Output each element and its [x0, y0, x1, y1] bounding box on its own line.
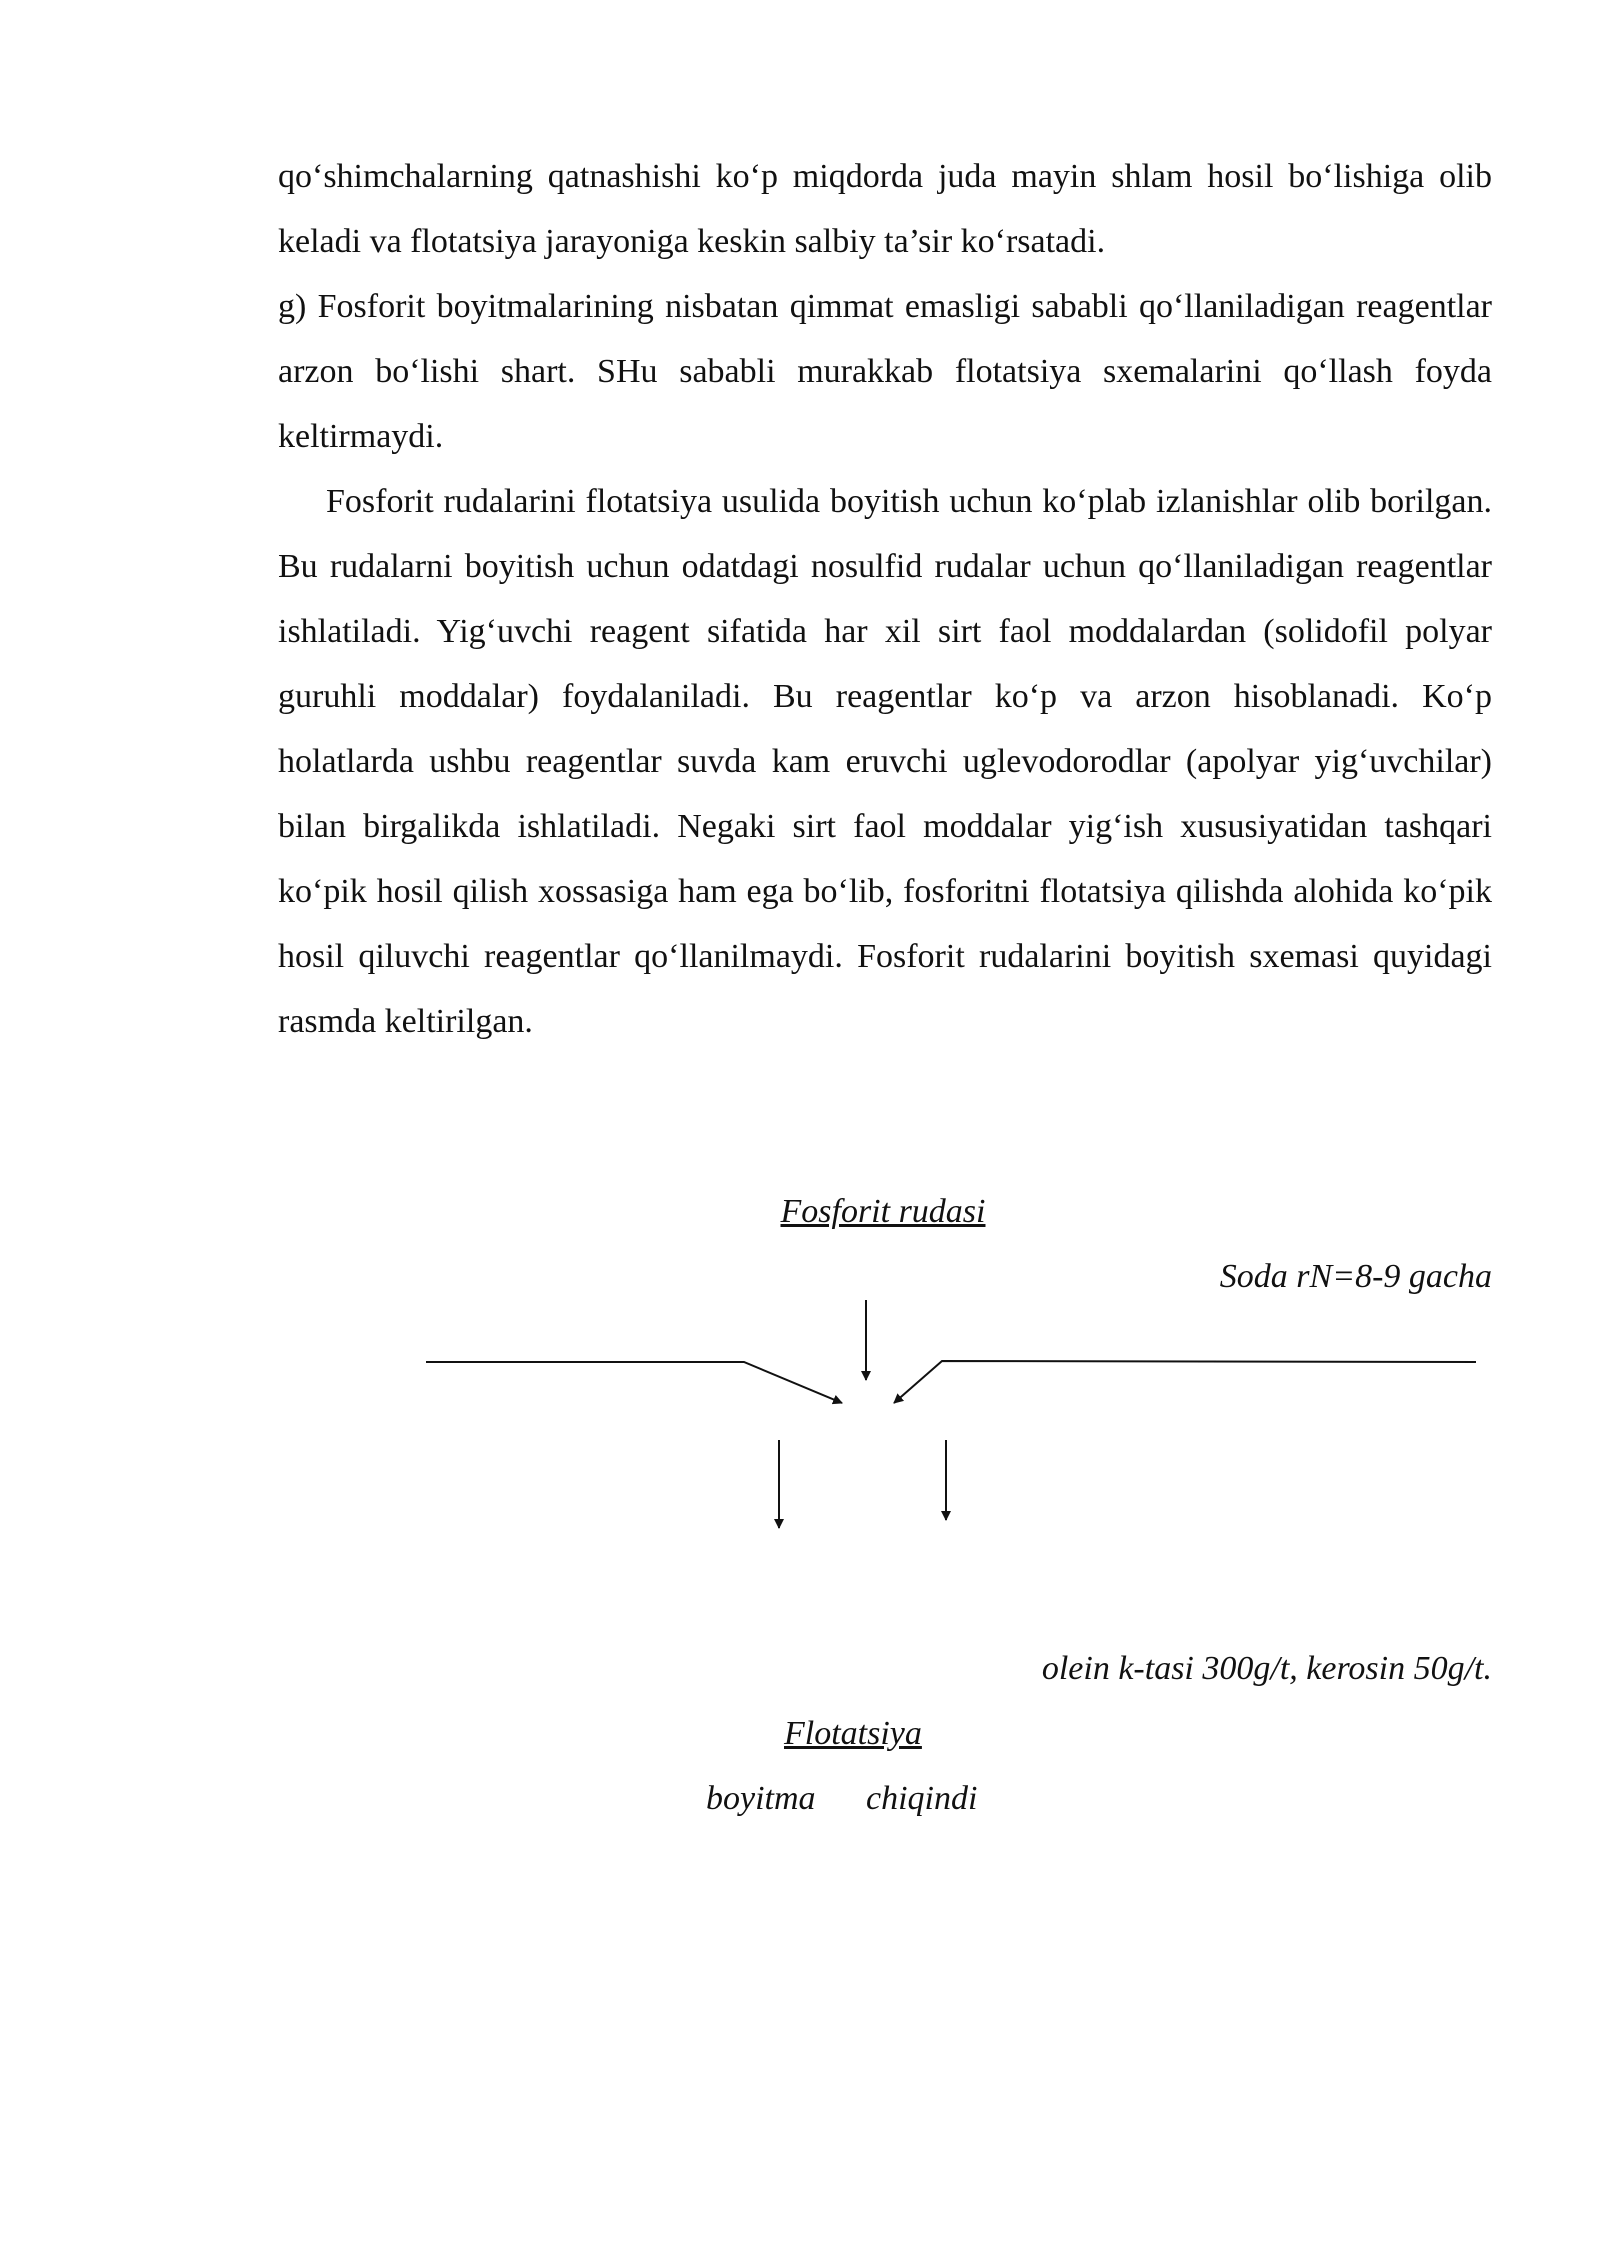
diagram-tailings-label: chiqindi: [866, 1780, 978, 1817]
diagram-flotation-label: Flotatsiya: [784, 1715, 922, 1752]
diagram-reagents-label: olein k-tasi 300g/t, kerosin 50g/t.: [1041, 1650, 1492, 1687]
reagent-line-right: [894, 1361, 1476, 1403]
diagram-concentrate-label: boyitma: [706, 1780, 816, 1817]
paragraph-text: g) Fosforit boyitmalarining nisbatan qimmat emasligi sababli qo‘llaniladigan reagentlar arzon bo‘lishi shart. SHu sababli murakkab flotatsiya sxemalarini qo‘llash foyda keltirmaydi.: [278, 288, 1492, 455]
diagram-ore-label: Fosforit rudasi: [780, 1193, 986, 1230]
paragraph-text: qo‘shimchalarning qatnashishi ko‘p miqdorda juda mayin shlam hosil bo‘lishiga olib keladi va flotatsiya jarayoniga keskin salbiy ta’sir ko‘rsatadi.: [278, 158, 1492, 260]
diagram-soda-label: Soda rN=8-9 gacha: [1219, 1258, 1492, 1295]
reagent-line-left: [426, 1362, 842, 1403]
paragraph-text: Fosforit rudalarini flotatsiya usulida boyitish uchun ko‘plab izlanishlar olib borilgan. Bu rudalarni boyitish uchun odatdagi nosulfid rudalar uchun qo‘llaniladigan reagentlar ishlatiladi. Yig‘uvchi reagent sifatida har xil sirt faol moddalardan (solidofil polyar guruhli moddalar) foydalaniladi. Bu reagentlar ko‘p va arzon hisoblanadi. Ko‘p holatlarda ushbu reagentlar suvda kam eruvchi uglevodorodlar (apolyar yig‘uvchilar) bilan birgalikda ishlatiladi. Negaki sirt faol moddalar yig‘ish xususiyatidan tashqari ko‘pik hosil qilish xossasiga ham ega bo‘lib, fosforitni flotatsiya qilishda alohida ko‘pik hosil qiluvchi reagentlar qo‘llanilmaydi. Fosforit rudalarini boyitish sxemasi quyidagi rasmda keltirilgan.: [278, 483, 1492, 1040]
